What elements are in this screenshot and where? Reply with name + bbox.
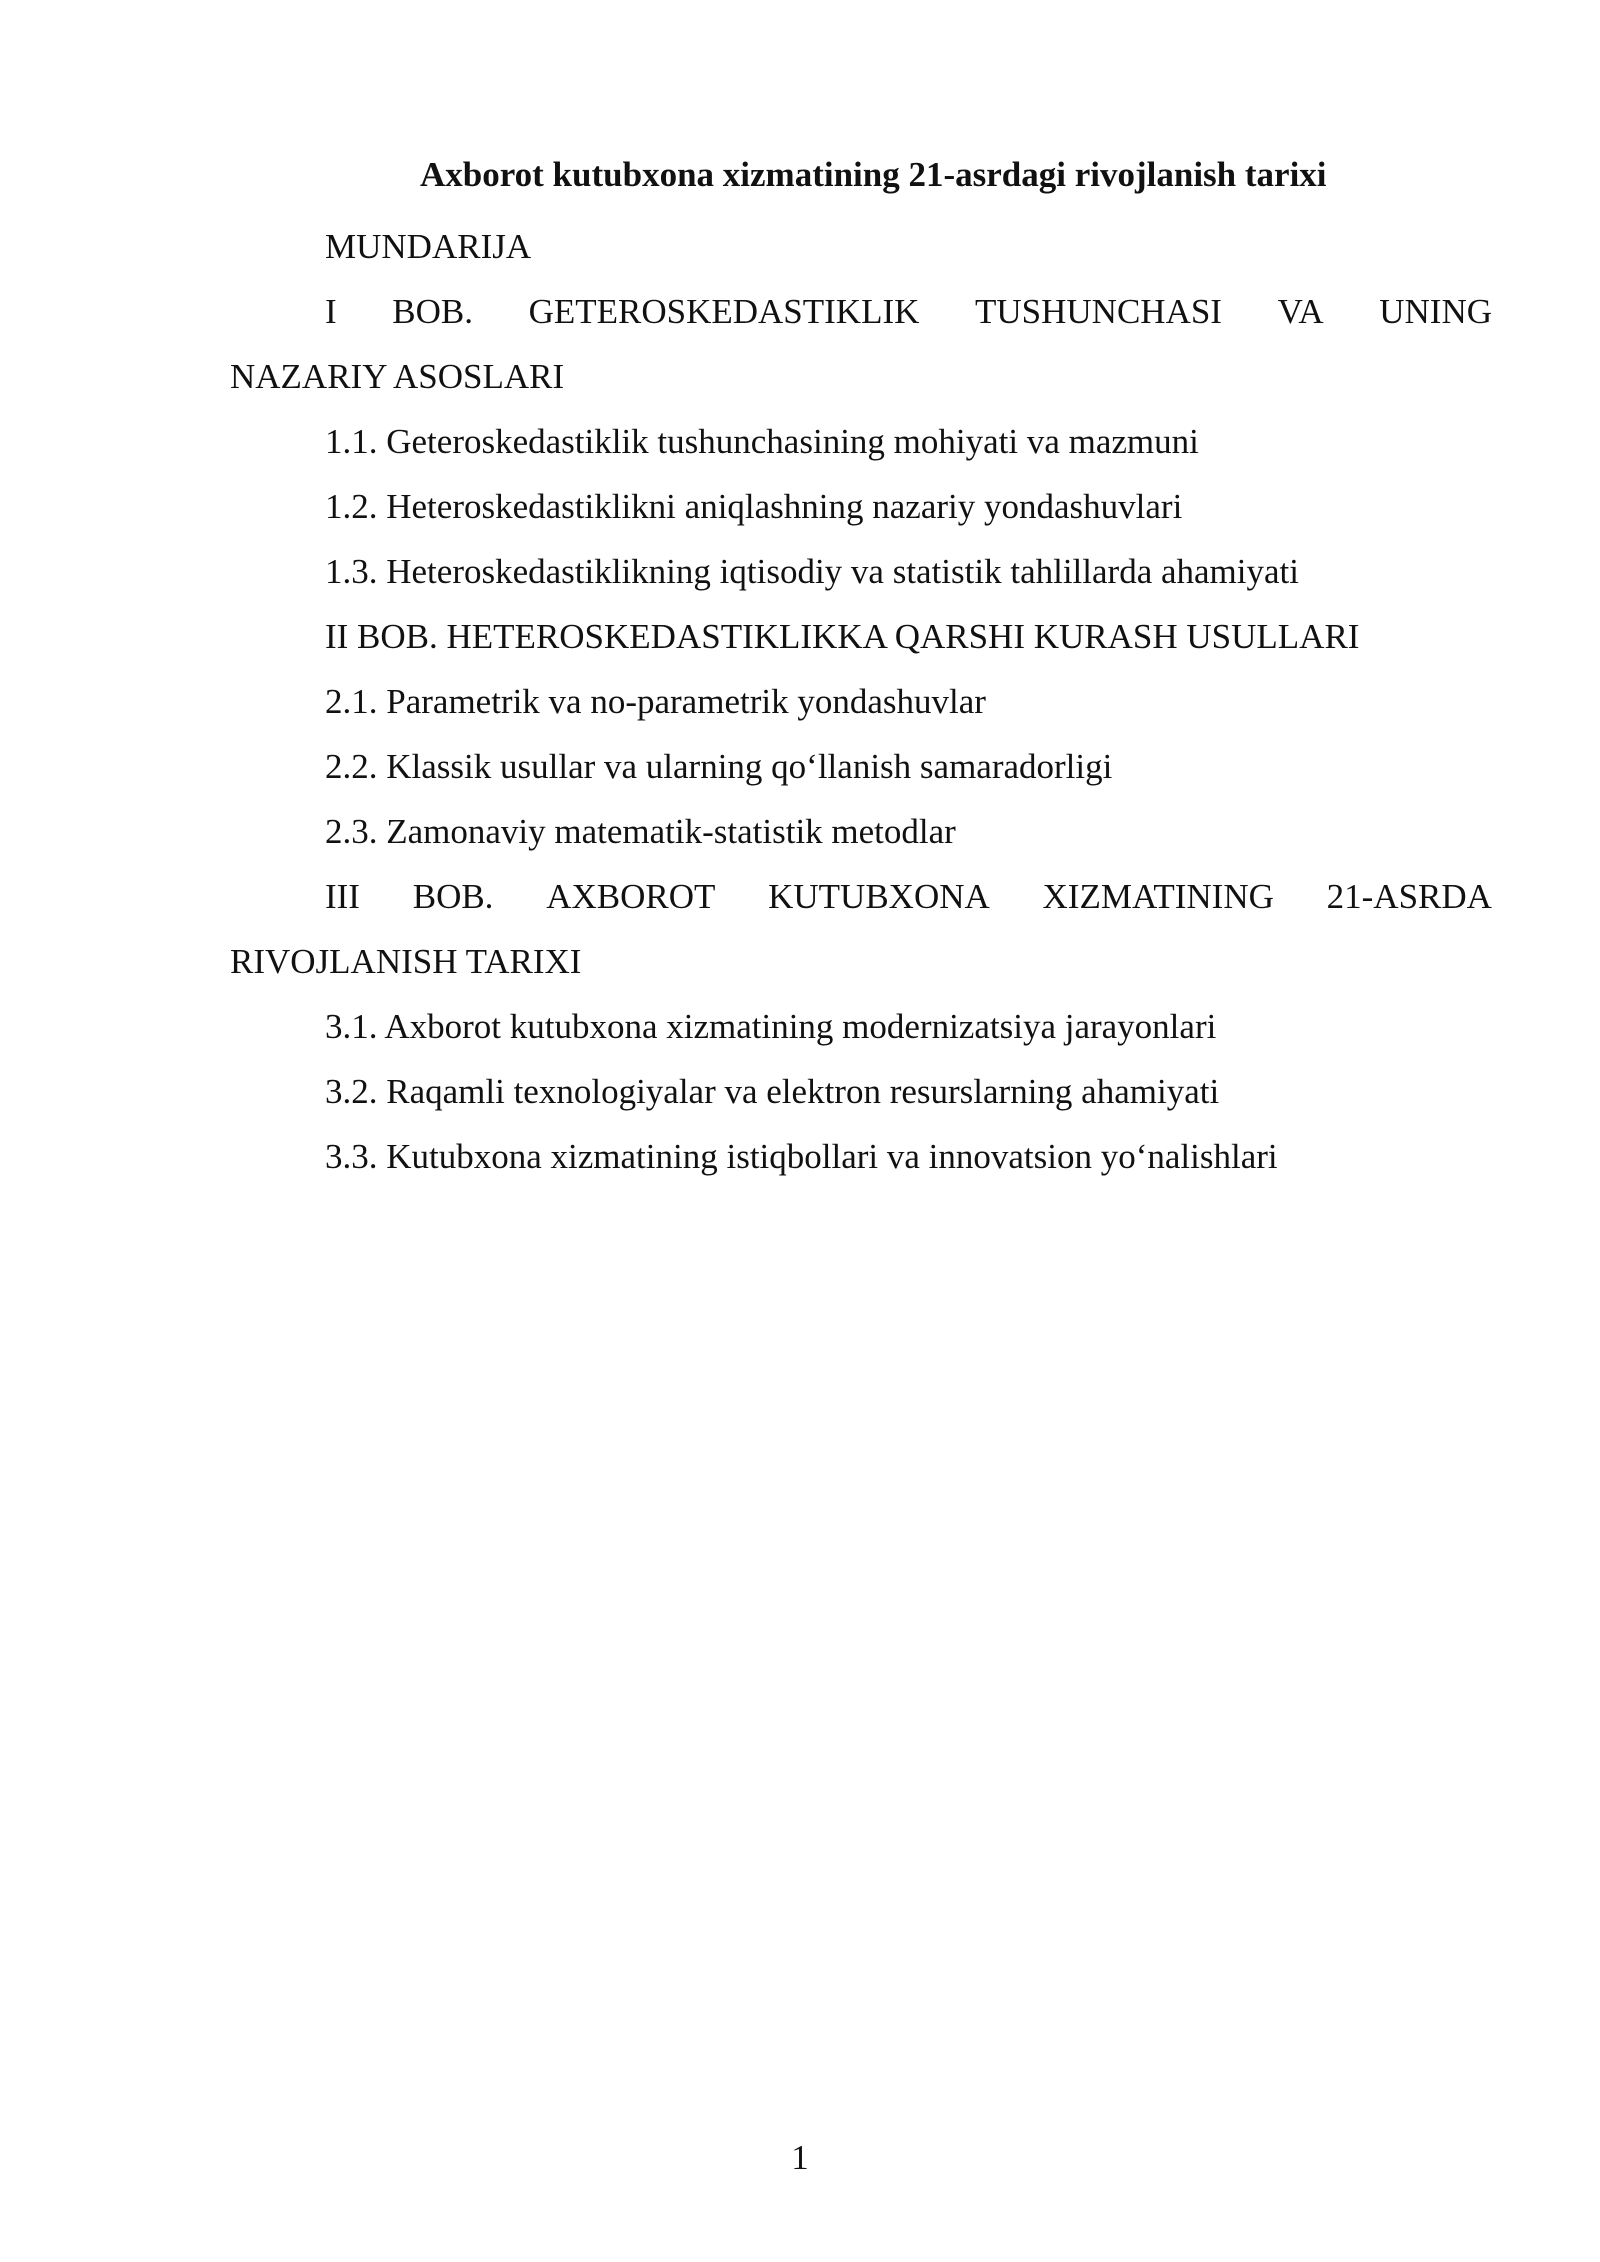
chapter-3-word: III <box>325 877 360 916</box>
chapter-1-word: BOB. <box>392 292 473 331</box>
toc-entry-2-3: 2.3. Zamonaviy matematik-statistik metodlar <box>325 812 956 851</box>
chapter-3-heading <box>230 864 1492 929</box>
chapter-1-heading-continuation: NAZARIY ASOSLARI <box>230 357 565 396</box>
chapter-3-heading-continuation: RIVOJLANISH TARIXI <box>230 942 582 981</box>
chapter-3-word: AXBOROT <box>546 877 716 916</box>
toc-entry-2-2: 2.2. Klassik usullar va ularning qo‘llanish samaradorligi <box>325 747 1113 786</box>
chapter-1-word: TUSHUNCHASI <box>975 292 1222 331</box>
toc-entry-3-2: 3.2. Raqamli texnologiyalar va elektron resurslarning ahamiyati <box>325 1072 1220 1111</box>
toc-entry-1-2: 1.2. Heteroskedastiklikni aniqlashning nazariy yondashuvlari <box>325 487 1183 526</box>
toc-entry-3-3: 3.3. Kutubxona xizmatining istiqbollari va innovatsion yo‘nalishlari <box>325 1137 1278 1176</box>
chapter-1-word: VA <box>1277 292 1324 331</box>
chapter-3-word: 21-ASRDA <box>1326 877 1492 916</box>
chapter-1-word: I <box>325 292 337 331</box>
toc-entry-3-1: 3.1. Axborot kutubxona xizmatining modernizatsiya jarayonlari <box>325 1007 1217 1046</box>
chapter-1-word: GETEROSKEDASTIKLIK <box>528 292 920 331</box>
toc-entry-1-3: 1.3. Heteroskedastiklikning iqtisodiy va statistik tahlillarda ahamiyati <box>325 552 1299 591</box>
toc-entry-1-1: 1.1. Geteroskedastiklik tushunchasining mohiyati va mazmuni <box>325 422 1199 461</box>
page-number: 1 <box>791 2138 809 2177</box>
toc-heading: MUNDARIJA <box>325 227 532 266</box>
toc-entry-2-1: 2.1. Parametrik va no-parametrik yondashuvlar <box>325 682 986 721</box>
document-body <box>230 150 1492 1189</box>
chapter-2-heading: II BOB. HETEROSKEDASTIKLIKKA QARSHI KURASH USULLARI <box>325 617 1360 656</box>
chapter-3-word: XIZMATINING <box>1042 877 1274 916</box>
document-title: Axborot kutubxona xizmatining 21-asrdagi rivojlanish tarixi <box>420 155 1327 194</box>
chapter-3-word: KUTUBXONA <box>768 877 990 916</box>
chapter-1-word: UNING <box>1379 292 1492 331</box>
chapter-1-heading <box>230 279 1492 344</box>
chapter-3-word: BOB. <box>412 877 494 916</box>
